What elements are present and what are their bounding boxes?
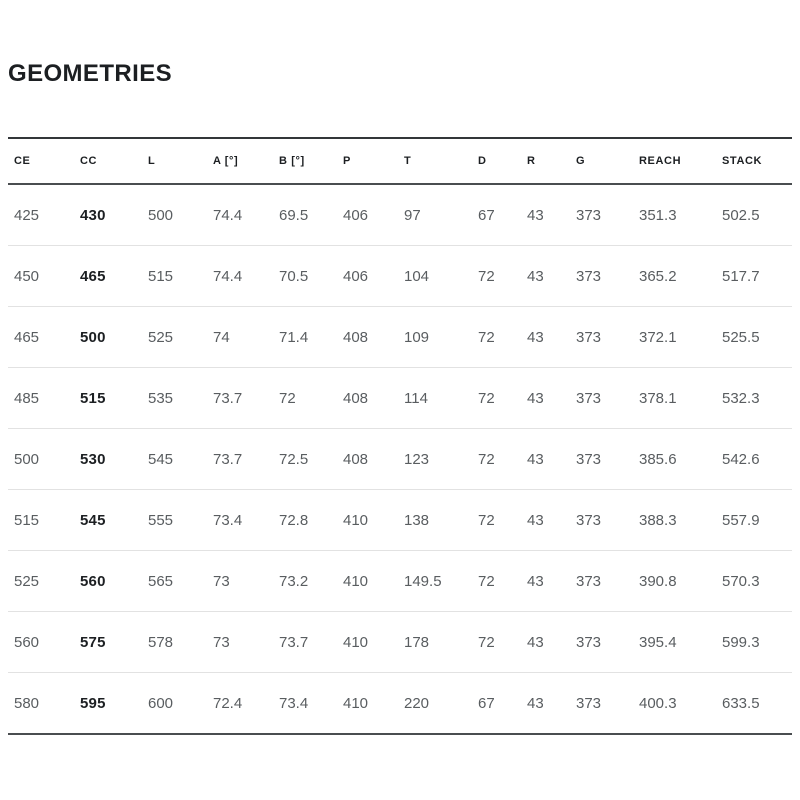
table-cell: 388.3 [633,490,716,551]
table-row [8,673,792,735]
table-cell: 515 [74,368,142,429]
table-cell: 408 [337,307,398,368]
table-cell: 69.5 [279,206,309,224]
table-cell: 600 [142,673,207,735]
table-cell: 178 [398,612,472,673]
table-cell: 410 [337,612,398,673]
table-cell: 555 [142,490,207,551]
table-cell: 373 [576,206,602,224]
table-cell: 73.2 [273,551,337,612]
column-header-p: P [337,138,398,184]
column-header-cc: CC [74,138,142,184]
table-cell: 535 [142,368,207,429]
table-cell: 104 [398,246,472,307]
table-cell: 373 [570,307,633,368]
header-row [8,138,792,184]
table-cell: 71.4 [273,307,337,368]
table-cell: 43 [527,206,544,224]
table-cell: 74.4 [207,246,273,307]
table-cell: 410 [337,673,398,735]
column-header-l: L [142,138,207,184]
table-cell: 406 [337,246,398,307]
table-cell: 72 [472,429,521,490]
table-cell: 485 [8,368,74,429]
table-cell: 500 [74,307,142,368]
table-cell: 525 [8,551,74,612]
table-cell: 372.1 [633,307,716,368]
table-cell: 465 [8,307,74,368]
table-row [8,184,792,246]
table-cell: 373 [570,612,633,673]
table-row [8,307,792,368]
table-cell: 578 [142,612,207,673]
table-cell: 73.7 [207,368,273,429]
table-cell: 149.5 [398,551,472,612]
table-cell: 70.5 [273,246,337,307]
table-cell: 560 [8,612,74,673]
table-cell: 72.8 [273,490,337,551]
table-cell: 408 [337,368,398,429]
table-cell: 430 [80,206,106,224]
table-row [8,551,792,612]
column-header-d: D [472,138,521,184]
table-cell: 408 [337,429,398,490]
table-cell: 410 [337,551,398,612]
table-cell: 72 [472,307,521,368]
table-body [8,184,792,734]
table-cell: 73 [207,612,273,673]
table-head [8,138,792,184]
table-row [8,490,792,551]
table-cell: 532.3 [716,368,792,429]
table-cell: 72.5 [273,429,337,490]
table-cell: 406 [343,206,369,224]
table-cell: 138 [398,490,472,551]
table-cell: 72 [472,490,521,551]
table-cell: 373 [570,429,633,490]
table-cell: 72.4 [207,673,273,735]
table-cell: 72 [273,368,337,429]
column-header-stack: STACK [716,138,792,184]
table-cell: 43 [521,246,570,307]
table-cell: 73.7 [207,429,273,490]
table-cell: 43 [521,368,570,429]
column-header-b: B [°] [273,138,337,184]
column-header-g: G [570,138,633,184]
table-cell: 373 [570,490,633,551]
table-cell: 400.3 [633,673,716,735]
table-cell: 43 [521,307,570,368]
table-cell: 390.8 [633,551,716,612]
table-cell: 542.6 [716,429,792,490]
table-cell: 575 [74,612,142,673]
table-cell: 410 [337,490,398,551]
table-cell: 43 [521,429,570,490]
table-cell: 73 [207,551,273,612]
table-cell: 500 [148,206,174,224]
table-row [8,246,792,307]
table-cell: 515 [142,246,207,307]
table-cell: 633.5 [716,673,792,735]
table-cell: 525 [142,307,207,368]
table-cell: 43 [521,551,570,612]
table-cell: 351.3 [639,206,677,224]
table-cell: 114 [398,368,472,429]
column-header-a: A [°] [207,138,273,184]
table-cell: 365.2 [633,246,716,307]
table-cell: 450 [8,246,74,307]
page-title: GEOMETRIES [8,60,173,87]
table-cell: 109 [398,307,472,368]
table-cell: 67 [478,206,495,224]
table-row [8,368,792,429]
table-cell: 74 [207,307,273,368]
table-cell: 595 [74,673,142,735]
table-cell: 123 [398,429,472,490]
column-header-reach: REACH [633,138,716,184]
geometry-table [8,137,792,735]
table-cell: 517.7 [716,246,792,307]
table-cell: 525.5 [716,307,792,368]
table-cell: 373 [570,551,633,612]
table-cell: 373 [570,246,633,307]
table-cell: 73.7 [273,612,337,673]
table-cell: 373 [570,368,633,429]
table-row [8,612,792,673]
table-cell: 72 [472,612,521,673]
table-cell: 72 [472,551,521,612]
table-cell: 557.9 [716,490,792,551]
table-cell: 545 [74,490,142,551]
table-cell: 73.4 [207,490,273,551]
table-cell: 502.5 [722,206,760,224]
table-cell: 67 [472,673,521,735]
table-cell: 378.1 [633,368,716,429]
table-cell: 73.4 [273,673,337,735]
table-cell: 599.3 [716,612,792,673]
table-cell: 43 [521,673,570,735]
table-cell: 465 [74,246,142,307]
table-cell: 565 [142,551,207,612]
table-cell: 72 [472,368,521,429]
table-cell: 425 [14,206,40,224]
table-cell: 43 [521,612,570,673]
table-cell: 385.6 [633,429,716,490]
table-cell: 74.4 [213,206,243,224]
table-cell: 395.4 [633,612,716,673]
table-cell: 570.3 [716,551,792,612]
table-cell: 220 [398,673,472,735]
column-header-t: T [398,138,472,184]
table-cell: 373 [570,673,633,735]
column-header-ce: CE [8,138,74,184]
table-cell: 530 [74,429,142,490]
table-cell: 515 [8,490,74,551]
table-cell: 560 [74,551,142,612]
table-cell: 97 [404,206,421,224]
column-header-r: R [521,138,570,184]
table-cell: 500 [8,429,74,490]
table-cell: 545 [142,429,207,490]
table-cell: 43 [521,490,570,551]
table-cell: 72 [472,246,521,307]
table-cell: 580 [8,673,74,735]
table-row [8,429,792,490]
